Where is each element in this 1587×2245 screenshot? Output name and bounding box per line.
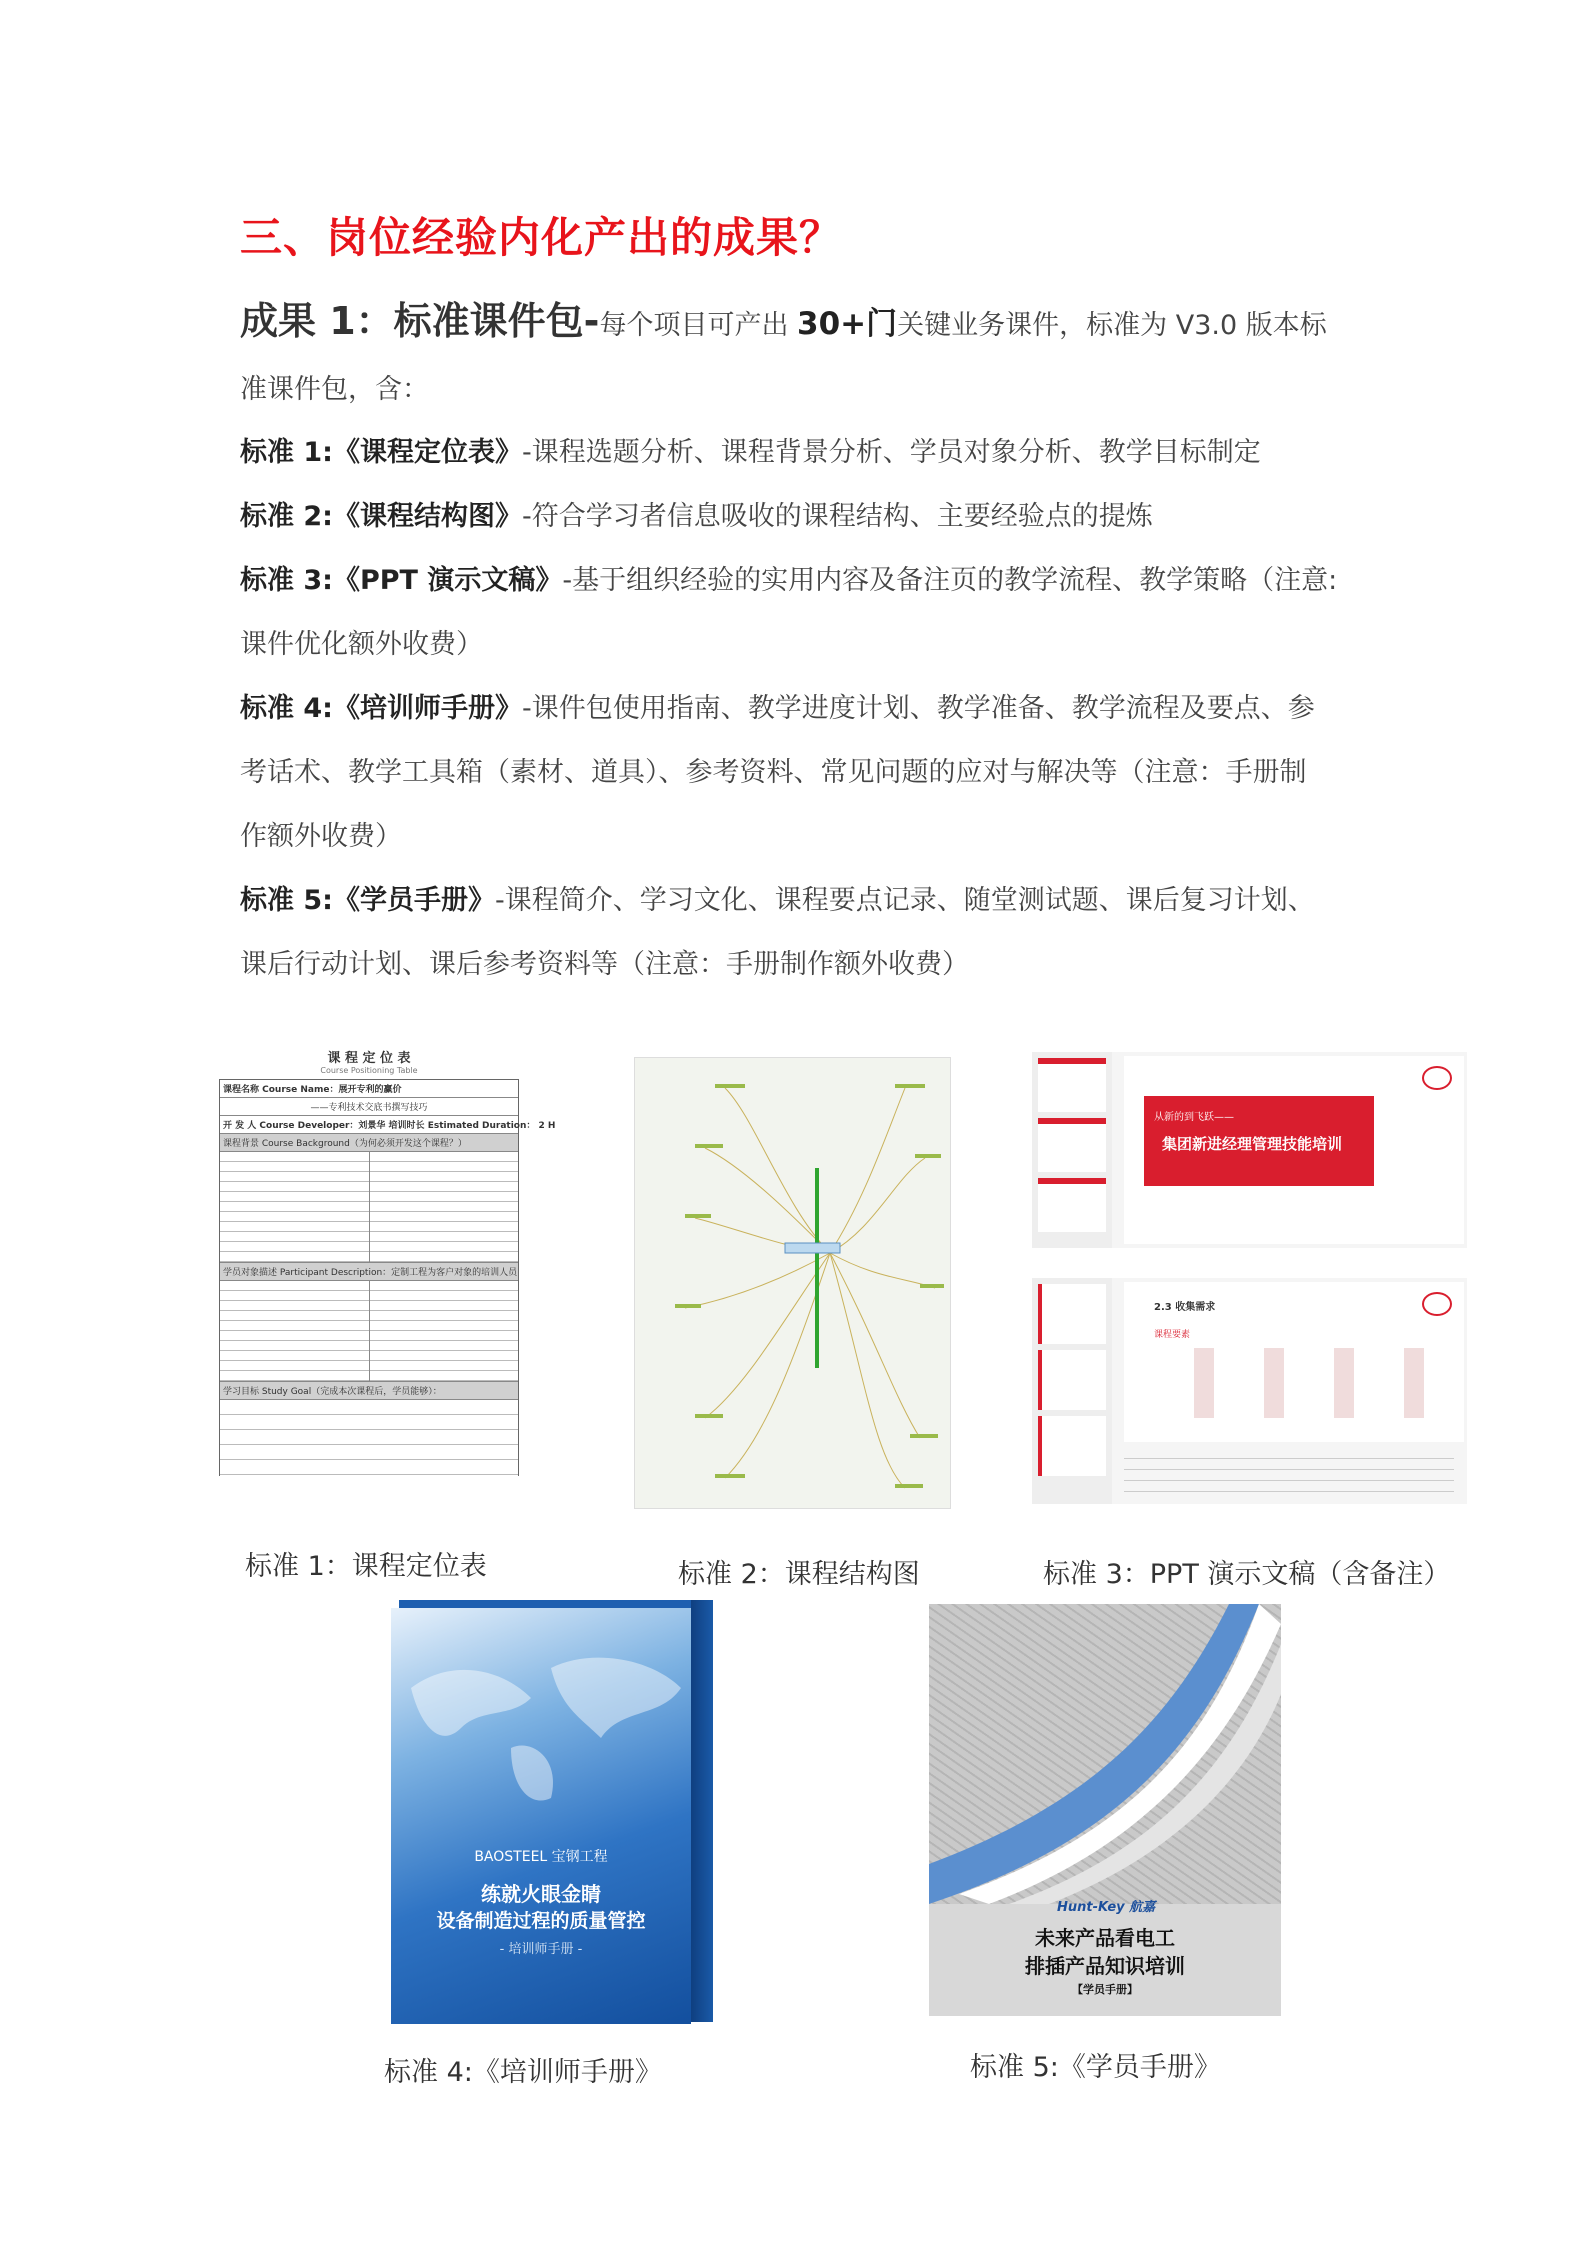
mindmap-svg <box>635 1058 950 1508</box>
result1-count: 30+门 <box>797 306 898 342</box>
standard-4 <box>240 686 1315 725</box>
fig1-row-5: 学员对象描述 Participant Description：定制工程为客户对象的培训人员 <box>220 1263 518 1281</box>
student-brand: Hunt-Key 航嘉 <box>1057 1900 1156 1915</box>
caption-4: 标准 4:《培训师手册》 <box>384 2057 662 2088</box>
student-title-1: 未来产品看电工 <box>1035 1926 1175 1950</box>
student-title-2: 排插产品知识培训 <box>1025 1954 1185 1978</box>
result1-desc-b: 关键业务课件，标准为 V3.0 版本标 <box>897 310 1327 341</box>
standard-4-cont-2: 作额外收费） <box>240 821 402 852</box>
standard-2-label: 标准 2:《课程结构图》 <box>240 501 522 532</box>
student-sub: 【学员手册】 <box>1072 1983 1138 1996</box>
caption-2: 标准 2：课程结构图 <box>678 1559 920 1590</box>
standard-5 <box>240 878 1315 917</box>
world-map-icon <box>391 1628 691 1828</box>
figure-course-structure-mindmap <box>634 1057 951 1509</box>
fig1-background-body <box>220 1152 518 1263</box>
standard-1-label: 标准 1:《课程定位表》 <box>240 437 522 468</box>
slide-b-grid <box>1154 1348 1434 1418</box>
unicom-logo-icon <box>1422 1066 1452 1090</box>
standard-1-text: -课程选题分析、课程背景分析、学员对象分析、教学目标制定 <box>521 437 1261 468</box>
figure-student-handbook <box>929 1604 1281 2016</box>
slide-a-title: 集团新进经理管理技能培训 <box>1162 1135 1343 1153</box>
handbook-cover <box>391 1608 691 2024</box>
standard-4-label: 标准 4:《培训师手册》 <box>240 693 522 724</box>
result1-line <box>240 290 1327 345</box>
standard-5-label: 标准 5:《学员手册》 <box>240 885 495 916</box>
fig1-row-2: ——专利技术交底书撰写技巧 <box>220 1098 518 1116</box>
handbook-title-1: 练就火眼金睛 <box>481 1882 601 1906</box>
slide-b-notes <box>1124 1448 1454 1498</box>
slide-b-thumbnails <box>1032 1278 1112 1504</box>
handbook-sub: - 培训师手册 - <box>499 1942 583 1957</box>
fig1-row-4: 课程背景 Course Background（为何必须开发这个课程？） <box>220 1134 518 1152</box>
caption-5: 标准 5:《学员手册》 <box>970 2052 1221 2083</box>
fig1-row-1: 课程名称 Course Name：展开专利的赢价 <box>220 1080 518 1098</box>
standard-4-text: -课件包使用指南、教学进度计划、教学准备、教学流程及要点、参 <box>521 693 1315 724</box>
fig1-table <box>219 1079 556 1476</box>
slide-a-banner <box>1144 1096 1374 1186</box>
slide-a-top: 从新的到飞跃—— <box>1154 1112 1234 1123</box>
fig1-goals-body <box>220 1400 518 1480</box>
standard-2-text: -符合学习者信息吸收的课程结构、主要经验点的提炼 <box>521 501 1153 532</box>
slide-b-sub: 课程要素 <box>1154 1330 1191 1340</box>
caption-1: 标准 1：课程定位表 <box>245 1551 487 1582</box>
standard-3 <box>240 558 1337 597</box>
mindmap-root <box>785 1243 840 1253</box>
fig1-subtitle: Course Positioning Table <box>320 1066 418 1075</box>
figure-trainer-handbook <box>391 1600 716 2025</box>
result1-desc-a: 每个项目可产出 <box>599 310 798 341</box>
fig1-row-6: 学习目标 Study Goal（完成本次课程后，学员能够）： <box>220 1382 518 1400</box>
slide-a-thumbnails <box>1032 1052 1112 1248</box>
figure-course-positioning-table <box>213 1043 556 1495</box>
fig1-title: 课 程 定 位 表 <box>327 1051 411 1066</box>
fig1-row-3: 开 发 人 Course Developer：刘景华 培训时长 Estimated Duration： 2 H <box>220 1116 518 1134</box>
standard-5-text: -课程简介、学习文化、课程要点记录、随堂测试题、课后复习计划、 <box>494 885 1315 916</box>
standard-3-label: 标准 3:《PPT 演示文稿》 <box>240 565 563 596</box>
figure-ppt-slide-a <box>1032 1052 1467 1248</box>
standard-2 <box>240 494 1153 533</box>
unicom-logo-icon-b <box>1422 1292 1452 1316</box>
result1-title: 成果 1：标准课件包- <box>240 299 600 343</box>
handbook-brand: BAOSTEEL 宝钢工程 <box>474 1849 608 1865</box>
standard-3-cont: 课件优化额外收费） <box>240 629 483 660</box>
standard-3-text: -基于组织经验的实用内容及备注页的教学流程、教学策略（注意: <box>562 565 1338 596</box>
result1-desc-c: 准课件包，含： <box>240 374 429 405</box>
slide-b-title: 2.3 收集需求 <box>1154 1302 1216 1313</box>
figure-ppt-slide-b <box>1032 1278 1467 1504</box>
slide-b-canvas <box>1124 1282 1464 1442</box>
fig1-participant-body <box>220 1281 518 1382</box>
standard-5-cont: 课后行动计划、课后参考资料等（注意：手册制作额外收费） <box>240 949 969 980</box>
mindmap-nodes <box>675 1084 944 1488</box>
handbook-title-2: 设备制造过程的质量管控 <box>436 1910 646 1932</box>
slide-a-canvas <box>1124 1056 1464 1244</box>
caption-3: 标准 3：PPT 演示文稿（含备注） <box>1043 1559 1451 1590</box>
standard-4-cont-1: 考话术、教学工具箱（素材、道具）、参考资料、常见问题的应对与解决等（注意：手册制 <box>240 757 1307 788</box>
section-title: 三、岗位经验内化产出的成果？ <box>240 213 843 262</box>
standard-1 <box>240 430 1261 469</box>
